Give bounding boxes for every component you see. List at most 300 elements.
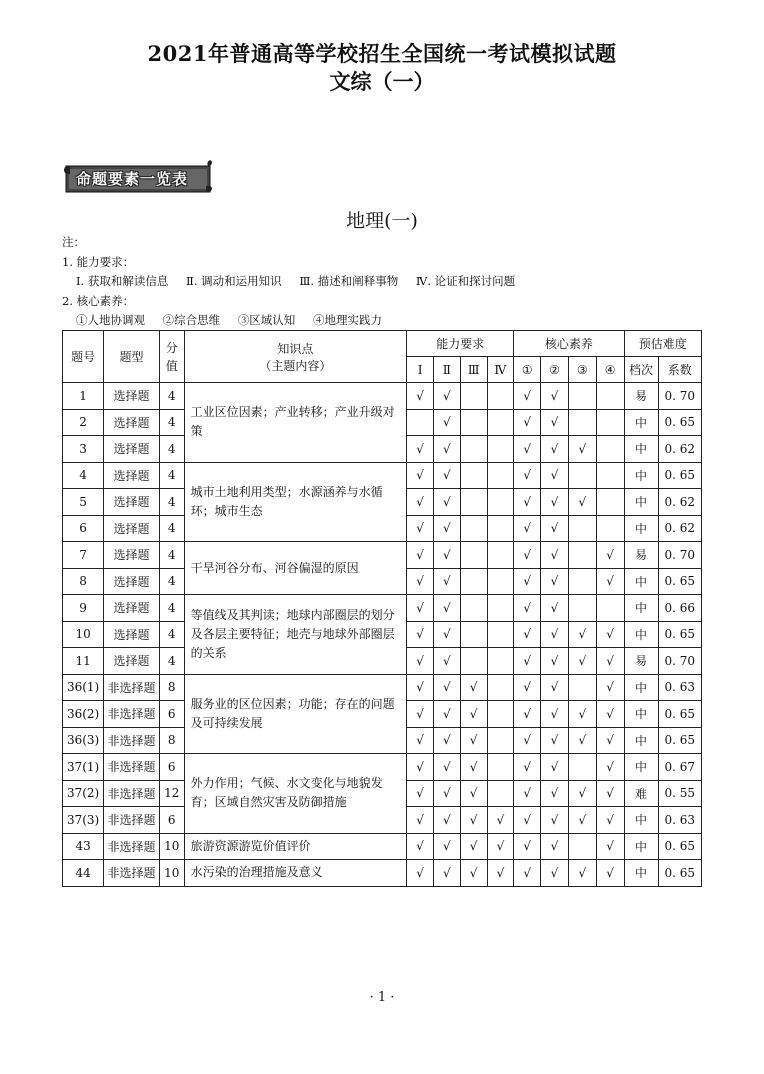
cell-num: 37(2): [63, 780, 104, 807]
cell-level: 中: [624, 701, 658, 728]
cell-coef: 0. 65: [658, 409, 701, 436]
cell-literacy-check: [596, 462, 624, 489]
literacy-item: ④地理实践力: [312, 313, 382, 327]
cell-literacy-check: [568, 568, 596, 595]
page-title: 2021年普通高等学校招生全国统一考试模拟试题: [147, 41, 617, 66]
cell-num: 4: [63, 462, 104, 489]
cell-ability-check: √: [407, 621, 434, 648]
header-num: 题号: [63, 331, 104, 383]
cell-level: 中: [624, 595, 658, 622]
cell-literacy-check: √: [596, 833, 624, 860]
cell-ability-check: [460, 621, 487, 648]
cell-ability-check: [487, 780, 514, 807]
cell-level: 中: [624, 807, 658, 834]
cell-knowledge: 干旱河谷分布、河谷偏湿的原因: [184, 542, 407, 595]
cell-level: 中: [624, 833, 658, 860]
cell-score: 8: [159, 674, 184, 701]
cell-knowledge: 外力作用；气候、水文变化与地貌发育；区域自然灾害及防御措施: [184, 754, 407, 834]
cell-literacy-check: √: [514, 621, 541, 648]
cell-score: 4: [159, 648, 184, 675]
cell-type: 选择题: [104, 436, 160, 463]
cell-ability-check: √: [460, 727, 487, 754]
cell-ability-check: [460, 462, 487, 489]
cell-literacy-check: √: [514, 807, 541, 834]
cell-literacy-check: [568, 754, 596, 781]
cell-ability-check: [487, 754, 514, 781]
cell-literacy-check: √: [514, 833, 541, 860]
cell-literacy-check: √: [514, 462, 541, 489]
cell-ability-check: √: [407, 489, 434, 516]
cell-num: 1: [63, 383, 104, 410]
ability-item: Ⅳ. 论证和探讨问题: [415, 274, 516, 288]
literacy-item: ③区域认知: [237, 313, 296, 327]
cell-ability-check: [487, 515, 514, 542]
cell-ability-check: √: [433, 436, 460, 463]
cell-coef: 0. 67: [658, 754, 701, 781]
cell-ability-check: √: [407, 648, 434, 675]
cell-ability-check: √: [433, 807, 460, 834]
cell-ability-check: [460, 595, 487, 622]
cell-score: 6: [159, 754, 184, 781]
cell-literacy-check: [596, 489, 624, 516]
cell-level: 中: [624, 568, 658, 595]
cell-ability-check: √: [407, 860, 434, 887]
cell-literacy-check: √: [596, 674, 624, 701]
table-row: [63, 383, 702, 410]
cell-ability-check: √: [433, 462, 460, 489]
cell-score: 12: [159, 780, 184, 807]
header-difficulty-col: 系数: [658, 357, 701, 383]
page-number: · 1 ·: [369, 990, 395, 1005]
cell-type: 非选择题: [104, 674, 160, 701]
cell-level: 易: [624, 542, 658, 569]
table-row: [63, 860, 702, 887]
cell-ability-check: √: [460, 833, 487, 860]
cell-ability-check: √: [433, 515, 460, 542]
cell-type: 非选择题: [104, 860, 160, 887]
cell-literacy-check: √: [596, 780, 624, 807]
cell-coef: 0. 70: [658, 383, 701, 410]
cell-ability-check: √: [407, 780, 434, 807]
cell-ability-check: √: [433, 780, 460, 807]
cell-literacy-check: √: [514, 674, 541, 701]
cell-coef: 0. 66: [658, 595, 701, 622]
cell-ability-check: √: [433, 595, 460, 622]
cell-literacy-check: √: [514, 436, 541, 463]
cell-level: 中: [624, 860, 658, 887]
cell-ability-check: √: [487, 860, 514, 887]
cell-type: 选择题: [104, 489, 160, 516]
table-row: [63, 595, 702, 622]
cell-coef: 0. 65: [658, 727, 701, 754]
cell-literacy-check: √: [568, 648, 596, 675]
cell-literacy-check: √: [568, 621, 596, 648]
cell-literacy-check: √: [514, 568, 541, 595]
cell-literacy-check: √: [514, 754, 541, 781]
abilities-list: [62, 272, 529, 292]
cell-literacy-check: √: [541, 807, 569, 834]
cell-num: 36(3): [63, 727, 104, 754]
cell-type: 选择题: [104, 542, 160, 569]
cell-ability-check: √: [407, 595, 434, 622]
cell-ability-check: √: [407, 833, 434, 860]
cell-literacy-check: √: [541, 489, 569, 516]
header-knowledge-label: 知识点: [277, 341, 314, 356]
cell-type: 非选择题: [104, 833, 160, 860]
cell-ability-check: √: [460, 754, 487, 781]
cell-ability-check: √: [407, 807, 434, 834]
header-literacy-col: ④: [596, 357, 624, 383]
cell-ability-check: [460, 568, 487, 595]
cell-literacy-check: √: [596, 542, 624, 569]
literacy-item: ①人地协调观: [76, 313, 145, 327]
cell-level: 易: [624, 383, 658, 410]
header-knowledge-sub: （主题内容）: [259, 358, 332, 373]
cell-ability-check: √: [460, 807, 487, 834]
cell-literacy-check: √: [568, 701, 596, 728]
cell-literacy-check: √: [541, 436, 569, 463]
cell-coef: 0. 70: [658, 648, 701, 675]
literacy-item: ②综合思维: [162, 313, 221, 327]
cell-num: 36(2): [63, 701, 104, 728]
cell-literacy-check: [568, 595, 596, 622]
subject-title: 地理(一): [346, 210, 418, 232]
header-literacy: 核心素养: [514, 331, 624, 357]
cell-ability-check: √: [433, 383, 460, 410]
cell-num: 10: [63, 621, 104, 648]
cell-ability-check: √: [487, 807, 514, 834]
cell-score: 4: [159, 462, 184, 489]
cell-ability-check: √: [460, 780, 487, 807]
literacies-list: [62, 311, 529, 331]
cell-ability-check: [487, 674, 514, 701]
cell-ability-check: [460, 409, 487, 436]
cell-literacy-check: √: [541, 595, 569, 622]
notes-item-literacy: 2. 核心素养：: [62, 293, 135, 308]
cell-literacy-check: √: [514, 515, 541, 542]
cell-ability-check: √: [433, 754, 460, 781]
notes-block: [62, 233, 529, 331]
cell-ability-check: √: [487, 833, 514, 860]
cell-literacy-check: [568, 833, 596, 860]
cell-literacy-check: √: [596, 727, 624, 754]
cell-num: 43: [63, 833, 104, 860]
cell-ability-check: √: [407, 568, 434, 595]
cell-ability-check: √: [433, 674, 460, 701]
ability-item: Ⅱ. 调动和运用知识: [186, 274, 282, 288]
cell-ability-check: [487, 409, 514, 436]
cell-ability-check: [460, 515, 487, 542]
cell-type: 选择题: [104, 595, 160, 622]
cell-literacy-check: √: [541, 621, 569, 648]
cell-ability-check: √: [433, 542, 460, 569]
cell-literacy-check: √: [568, 436, 596, 463]
cell-literacy-check: √: [514, 701, 541, 728]
cell-literacy-check: √: [541, 462, 569, 489]
cell-ability-check: [460, 383, 487, 410]
cell-ability-check: √: [433, 648, 460, 675]
cell-ability-check: [487, 621, 514, 648]
cell-level: 中: [624, 727, 658, 754]
cell-knowledge: 城市土地利用类型；水源涵养与水循环；城市生态: [184, 462, 407, 542]
table-row: [63, 833, 702, 860]
cell-literacy-check: √: [514, 780, 541, 807]
cell-level: 中: [624, 515, 658, 542]
cell-coef: 0. 65: [658, 860, 701, 887]
cell-score: 4: [159, 621, 184, 648]
cell-score: 4: [159, 595, 184, 622]
table-row: [63, 674, 702, 701]
cell-ability-check: √: [407, 674, 434, 701]
cell-level: 中: [624, 462, 658, 489]
cell-knowledge: 服务业的区位因素；功能；存在的问题及可持续发展: [184, 674, 407, 754]
header-ability-col: Ⅳ: [487, 357, 514, 383]
cell-literacy-check: √: [514, 542, 541, 569]
cell-type: 选择题: [104, 621, 160, 648]
cell-literacy-check: √: [514, 595, 541, 622]
cell-ability-check: [460, 648, 487, 675]
cell-ability-check: [460, 436, 487, 463]
cell-literacy-check: √: [541, 780, 569, 807]
ability-item: Ⅰ. 获取和解读信息: [76, 274, 169, 288]
header-literacy-col: ③: [568, 357, 596, 383]
cell-literacy-check: [596, 515, 624, 542]
cell-coef: 0. 62: [658, 436, 701, 463]
cell-num: 9: [63, 595, 104, 622]
table-row: [63, 462, 702, 489]
cell-level: 中: [624, 754, 658, 781]
cell-literacy-check: √: [541, 860, 569, 887]
cell-literacy-check: √: [596, 860, 624, 887]
cell-literacy-check: [568, 515, 596, 542]
cell-knowledge: 水污染的治理措施及意义: [184, 860, 407, 887]
cell-type: 选择题: [104, 383, 160, 410]
cell-knowledge: 旅游资源游览价值评价: [184, 833, 407, 860]
cell-score: 6: [159, 807, 184, 834]
cell-level: 中: [624, 489, 658, 516]
cell-score: 8: [159, 727, 184, 754]
cell-ability-check: [487, 568, 514, 595]
cell-literacy-check: √: [541, 409, 569, 436]
cell-ability-check: √: [407, 542, 434, 569]
cell-ability-check: [487, 542, 514, 569]
cell-literacy-check: √: [568, 860, 596, 887]
cell-type: 非选择题: [104, 807, 160, 834]
notes-label: 注：: [62, 235, 85, 249]
cell-literacy-check: √: [541, 727, 569, 754]
exam-elements-table: [62, 330, 702, 887]
cell-level: 中: [624, 621, 658, 648]
cell-literacy-check: √: [514, 383, 541, 410]
cell-type: 选择题: [104, 515, 160, 542]
cell-ability-check: √: [433, 489, 460, 516]
cell-literacy-check: √: [514, 648, 541, 675]
header-difficulty-col: 档次: [624, 357, 658, 383]
cell-literacy-check: √: [541, 542, 569, 569]
cell-literacy-check: √: [596, 648, 624, 675]
cell-score: 10: [159, 860, 184, 887]
cell-num: 6: [63, 515, 104, 542]
cell-literacy-check: √: [514, 727, 541, 754]
cell-ability-check: [460, 542, 487, 569]
cell-literacy-check: √: [541, 568, 569, 595]
header-score: [159, 331, 184, 383]
cell-literacy-check: √: [541, 515, 569, 542]
header-ability-col: Ⅱ: [433, 357, 460, 383]
cell-num: 11: [63, 648, 104, 675]
cell-literacy-check: √: [596, 754, 624, 781]
cell-coef: 0. 63: [658, 807, 701, 834]
table-body: [63, 383, 702, 887]
cell-knowledge: 工业区位因素；产业转移；产业升级对策: [184, 383, 407, 463]
header-score-label: 分值: [165, 340, 178, 373]
cell-ability-check: √: [433, 621, 460, 648]
cell-coef: 0. 65: [658, 701, 701, 728]
cell-literacy-check: √: [514, 489, 541, 516]
cell-ability-check: [487, 727, 514, 754]
cell-num: 44: [63, 860, 104, 887]
cell-ability-check: √: [433, 860, 460, 887]
cell-coef: 0. 63: [658, 674, 701, 701]
cell-type: 非选择题: [104, 754, 160, 781]
header-ability-col: Ⅰ: [407, 357, 434, 383]
cell-level: 中: [624, 674, 658, 701]
cell-num: 36(1): [63, 674, 104, 701]
cell-literacy-check: [596, 409, 624, 436]
cell-score: 4: [159, 542, 184, 569]
cell-level: 中: [624, 436, 658, 463]
header-literacy-col: ①: [514, 357, 541, 383]
cell-score: 4: [159, 515, 184, 542]
cell-literacy-check: √: [568, 807, 596, 834]
cell-type: 非选择题: [104, 780, 160, 807]
cell-literacy-check: √: [514, 860, 541, 887]
cell-ability-check: [487, 701, 514, 728]
cell-coef: 0. 70: [658, 542, 701, 569]
cell-type: 选择题: [104, 568, 160, 595]
cell-literacy-check: [568, 383, 596, 410]
cell-literacy-check: √: [596, 621, 624, 648]
cell-literacy-check: [596, 595, 624, 622]
cell-coef: 0. 55: [658, 780, 701, 807]
cell-coef: 0. 65: [658, 568, 701, 595]
cell-ability-check: √: [460, 860, 487, 887]
cell-literacy-check: √: [568, 489, 596, 516]
cell-literacy-check: [568, 409, 596, 436]
page-subtitle: 文综（一）: [329, 69, 435, 94]
notes-item-abilities: 1. 能力要求：: [62, 254, 135, 269]
cell-coef: 0. 65: [658, 621, 701, 648]
cell-literacy-check: √: [568, 727, 596, 754]
cell-ability-check: [487, 383, 514, 410]
cell-score: 10: [159, 833, 184, 860]
cell-literacy-check: √: [596, 701, 624, 728]
cell-ability-check: [487, 595, 514, 622]
cell-ability-check: √: [407, 701, 434, 728]
cell-coef: 0. 62: [658, 515, 701, 542]
header-ability: 能力要求: [407, 331, 514, 357]
cell-coef: 0. 65: [658, 833, 701, 860]
cell-ability-check: √: [407, 383, 434, 410]
cell-type: 选择题: [104, 462, 160, 489]
cell-literacy-check: √: [568, 780, 596, 807]
cell-ability-check: [487, 462, 514, 489]
cell-type: 选择题: [104, 648, 160, 675]
section-banner: [62, 160, 214, 196]
cell-ability-check: [460, 489, 487, 516]
cell-score: 4: [159, 436, 184, 463]
cell-literacy-check: √: [596, 568, 624, 595]
cell-literacy-check: [596, 436, 624, 463]
header-knowledge: [184, 331, 407, 383]
cell-literacy-check: √: [541, 674, 569, 701]
cell-literacy-check: [568, 674, 596, 701]
banner-label: 命题要素一览表: [76, 170, 189, 188]
cell-score: 6: [159, 701, 184, 728]
cell-ability-check: √: [433, 727, 460, 754]
cell-literacy-check: [596, 383, 624, 410]
cell-ability-check: √: [433, 833, 460, 860]
cell-literacy-check: √: [541, 648, 569, 675]
cell-num: 8: [63, 568, 104, 595]
cell-literacy-check: √: [541, 701, 569, 728]
cell-type: 选择题: [104, 409, 160, 436]
header-difficulty: 预估难度: [624, 331, 701, 357]
cell-literacy-check: √: [514, 409, 541, 436]
cell-literacy-check: [568, 542, 596, 569]
cell-type: 非选择题: [104, 727, 160, 754]
cell-level: 中: [624, 409, 658, 436]
cell-ability-check: [487, 436, 514, 463]
cell-num: 3: [63, 436, 104, 463]
cell-knowledge: 等值线及其判读；地球内部圈层的划分及各层主要特征；地壳与地球外部圈层的关系: [184, 595, 407, 675]
cell-score: 4: [159, 568, 184, 595]
cell-ability-check: [487, 489, 514, 516]
cell-ability-check: [407, 409, 434, 436]
cell-literacy-check: √: [541, 754, 569, 781]
cell-score: 4: [159, 383, 184, 410]
cell-num: 37(3): [63, 807, 104, 834]
cell-num: 5: [63, 489, 104, 516]
cell-ability-check: √: [407, 462, 434, 489]
ability-item: Ⅲ. 描述和阐释事物: [299, 274, 399, 288]
cell-level: 易: [624, 648, 658, 675]
header-literacy-col: ②: [541, 357, 569, 383]
cell-num: 37(1): [63, 754, 104, 781]
table-row: [63, 754, 702, 781]
cell-ability-check: √: [407, 436, 434, 463]
cell-literacy-check: √: [596, 807, 624, 834]
cell-score: 4: [159, 409, 184, 436]
cell-num: 7: [63, 542, 104, 569]
cell-ability-check: √: [460, 674, 487, 701]
header-type: 题型: [104, 331, 160, 383]
cell-ability-check: [487, 648, 514, 675]
cell-ability-check: √: [407, 754, 434, 781]
cell-ability-check: √: [433, 568, 460, 595]
cell-coef: 0. 62: [658, 489, 701, 516]
cell-literacy-check: [568, 462, 596, 489]
cell-ability-check: √: [407, 727, 434, 754]
cell-ability-check: √: [407, 515, 434, 542]
table-row: [63, 542, 702, 569]
cell-literacy-check: √: [541, 833, 569, 860]
cell-ability-check: √: [460, 701, 487, 728]
cell-type: 非选择题: [104, 701, 160, 728]
cell-ability-check: √: [433, 409, 460, 436]
cell-score: 4: [159, 489, 184, 516]
cell-coef: 0. 65: [658, 462, 701, 489]
